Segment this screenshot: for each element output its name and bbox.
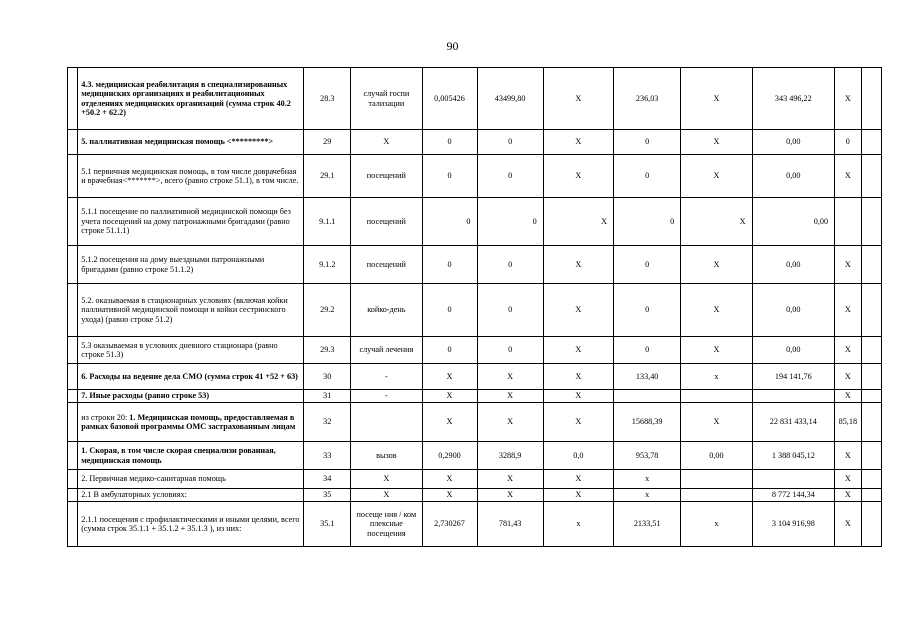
cell-c3: X bbox=[543, 364, 613, 390]
cell-c4: 0 bbox=[614, 130, 681, 155]
cell-c2: X bbox=[477, 390, 543, 403]
cell-c6: 0,00 bbox=[752, 337, 835, 364]
cell-code: 29.1 bbox=[304, 155, 351, 198]
cell-c3: X bbox=[543, 403, 613, 442]
cell-c5: x bbox=[681, 364, 752, 390]
cell-unit: X bbox=[351, 489, 422, 502]
table-row bbox=[68, 68, 882, 130]
cell-c2: X bbox=[477, 489, 543, 502]
cell-code: 28.3 bbox=[304, 68, 351, 130]
cell-c1: 0 bbox=[422, 337, 477, 364]
table-row bbox=[68, 246, 882, 284]
cell-c3: X bbox=[543, 470, 613, 489]
cell-c5: x bbox=[681, 502, 752, 547]
cell-c3: X bbox=[543, 155, 613, 198]
table-row bbox=[68, 390, 882, 403]
cell-c4: 0 bbox=[614, 337, 681, 364]
cell-unit: случай лечения bbox=[351, 337, 422, 364]
cell-c4: 0 bbox=[614, 155, 681, 198]
cell-c7: 85,18 bbox=[835, 403, 861, 442]
cell-c7: X bbox=[835, 390, 861, 403]
cell-c1: 0 bbox=[422, 155, 477, 198]
row-trailing-cell bbox=[861, 502, 881, 547]
row-margin-cell bbox=[68, 337, 78, 364]
cell-c4 bbox=[614, 390, 681, 403]
cell-c6 bbox=[752, 470, 835, 489]
cell-c3: X bbox=[543, 198, 613, 246]
cell-code: 29.2 bbox=[304, 284, 351, 337]
cell-c4: 236,03 bbox=[614, 68, 681, 130]
row-trailing-cell bbox=[861, 246, 881, 284]
row-trailing-cell bbox=[861, 403, 881, 442]
row-margin-cell bbox=[68, 470, 78, 489]
cell-c1: 0 bbox=[422, 130, 477, 155]
row-margin-cell bbox=[68, 68, 78, 130]
row-margin-cell bbox=[68, 489, 78, 502]
cell-c5: X bbox=[681, 337, 752, 364]
cell-c6: 8 772 144,34 bbox=[752, 489, 835, 502]
table-row bbox=[68, 403, 882, 442]
cell-c3: X bbox=[543, 68, 613, 130]
cell-code: 9.1.2 bbox=[304, 246, 351, 284]
cell-unit: посещений bbox=[351, 155, 422, 198]
cell-c6: 0,00 bbox=[752, 284, 835, 337]
row-trailing-cell bbox=[861, 198, 881, 246]
cell-c7: X bbox=[835, 489, 861, 502]
cell-c6: 22 831 433,14 bbox=[752, 403, 835, 442]
cell-c2: 43499,80 bbox=[477, 68, 543, 130]
cell-c4: x bbox=[614, 489, 681, 502]
cell-c2: 0 bbox=[477, 155, 543, 198]
row-description: 5.1.2 посещения на дому выездными патронажными бригадами (равно строке 51.1.2) bbox=[78, 246, 304, 284]
row-trailing-cell bbox=[861, 364, 881, 390]
cell-code: 31 bbox=[304, 390, 351, 403]
cell-c4: 953,78 bbox=[614, 442, 681, 470]
row-trailing-cell bbox=[861, 442, 881, 470]
row-trailing-cell bbox=[861, 337, 881, 364]
cell-c7: X bbox=[835, 68, 861, 130]
cell-c5 bbox=[681, 390, 752, 403]
row-trailing-cell bbox=[861, 390, 881, 403]
row-margin-cell bbox=[68, 442, 78, 470]
cell-c3: X bbox=[543, 284, 613, 337]
row-trailing-cell bbox=[861, 155, 881, 198]
cell-unit: койко-день bbox=[351, 284, 422, 337]
row-description: 2.1 В амбулаторных условиях: bbox=[78, 489, 304, 502]
cell-c5 bbox=[681, 489, 752, 502]
cell-c5: X bbox=[681, 68, 752, 130]
cell-c6: 0,00 bbox=[752, 198, 835, 246]
cell-c4: 15688,39 bbox=[614, 403, 681, 442]
cell-c1: X bbox=[422, 470, 477, 489]
row-description: 5.3 оказываемая в условиях дневного стационара (равно строке 51.3) bbox=[78, 337, 304, 364]
row-margin-cell bbox=[68, 390, 78, 403]
cell-c3: X bbox=[543, 337, 613, 364]
row-margin-cell bbox=[68, 364, 78, 390]
cell-c1: 0,2900 bbox=[422, 442, 477, 470]
cell-c7: X bbox=[835, 470, 861, 489]
cell-code: 34 bbox=[304, 470, 351, 489]
row-description-prefix: из строки 20: bbox=[81, 412, 130, 422]
table-row bbox=[68, 442, 882, 470]
cell-c1: X bbox=[422, 390, 477, 403]
cell-c7: X bbox=[835, 246, 861, 284]
row-description: 7. Иные расходы (равно строке 53) bbox=[78, 390, 304, 403]
cell-c5: X bbox=[681, 403, 752, 442]
row-trailing-cell bbox=[861, 130, 881, 155]
cell-c7 bbox=[835, 198, 861, 246]
cell-c6: 3 104 916,98 bbox=[752, 502, 835, 547]
cell-code: 35 bbox=[304, 489, 351, 502]
cell-c5: X bbox=[681, 198, 752, 246]
table-row bbox=[68, 470, 882, 489]
cell-c2: 0 bbox=[477, 198, 543, 246]
cell-c4: 0 bbox=[614, 284, 681, 337]
table-row bbox=[68, 489, 882, 502]
cell-c2: X bbox=[477, 403, 543, 442]
cell-c5: X bbox=[681, 155, 752, 198]
row-description: 5.2. оказываемая в стационарных условиях (включая койки паллиативной медицинской помощи и койки сестринского ухода) (равно строке 51.2) bbox=[78, 284, 304, 337]
row-margin-cell bbox=[68, 502, 78, 547]
cell-c1: X bbox=[422, 489, 477, 502]
cell-c6: 0,00 bbox=[752, 155, 835, 198]
row-description: 1. Скорая, в том числе скорая специализи рованная, медицинская помощь bbox=[78, 442, 304, 470]
cell-c1: 0 bbox=[422, 198, 477, 246]
cell-c7: X bbox=[835, 502, 861, 547]
table-row bbox=[68, 364, 882, 390]
cell-c1: X bbox=[422, 403, 477, 442]
cell-c6: 343 496,22 bbox=[752, 68, 835, 130]
cell-c2: 0 bbox=[477, 246, 543, 284]
cell-c2: 0 bbox=[477, 337, 543, 364]
cell-code: 35.1 bbox=[304, 502, 351, 547]
cell-code: 29.3 bbox=[304, 337, 351, 364]
table-row bbox=[68, 130, 882, 155]
row-trailing-cell bbox=[861, 68, 881, 130]
row-description: 6. Расходы на ведение дела СМО (сумма строк 41 +52 + 63) bbox=[78, 364, 304, 390]
cell-code: 29 bbox=[304, 130, 351, 155]
cell-c6: 194 141,76 bbox=[752, 364, 835, 390]
cell-c3: X bbox=[543, 489, 613, 502]
row-margin-cell bbox=[68, 246, 78, 284]
cell-unit bbox=[351, 403, 422, 442]
row-description: 4.3. медицинская реабилитация в специализированных медицинских организациях и реабилитационных отделениях медицинских организаций (сумма строк 40.2 +50.2 + 62.2) bbox=[78, 68, 304, 130]
cell-unit: случай госпи тализации bbox=[351, 68, 422, 130]
cell-c7: X bbox=[835, 364, 861, 390]
cell-code: 33 bbox=[304, 442, 351, 470]
data-table bbox=[67, 67, 882, 547]
row-description: 2.1.1 посещения с профилактическими и иными целями, всего (сумма строк 35.1.1 + 35.1.2 + 35.1.3 ), из них: bbox=[78, 502, 304, 547]
table-row bbox=[68, 284, 882, 337]
row-trailing-cell bbox=[861, 489, 881, 502]
cell-c3: X bbox=[543, 390, 613, 403]
cell-c1: 2,730267 bbox=[422, 502, 477, 547]
cell-c6 bbox=[752, 390, 835, 403]
cell-c7: X bbox=[835, 337, 861, 364]
cell-unit: вызов bbox=[351, 442, 422, 470]
cell-c4: 0 bbox=[614, 246, 681, 284]
page-number: 90 bbox=[446, 39, 459, 53]
cell-c5: X bbox=[681, 130, 752, 155]
row-margin-cell bbox=[68, 130, 78, 155]
cell-c4: 133,40 bbox=[614, 364, 681, 390]
cell-c7: X bbox=[835, 442, 861, 470]
row-margin-cell bbox=[68, 198, 78, 246]
cell-c3: x bbox=[543, 502, 613, 547]
cell-unit: посещений bbox=[351, 198, 422, 246]
cell-c1: X bbox=[422, 364, 477, 390]
row-margin-cell bbox=[68, 155, 78, 198]
cell-c5: X bbox=[681, 284, 752, 337]
cell-unit: X bbox=[351, 130, 422, 155]
cell-c6: 1 388 045,12 bbox=[752, 442, 835, 470]
table-row bbox=[68, 502, 882, 547]
row-description: 5.1 первичная медицинская помощь, в том числе доврачебная и врачебная<*******>, всего (равно строке 51.1), в том числе. bbox=[78, 155, 304, 198]
cell-c3: 0,0 bbox=[543, 442, 613, 470]
cell-c2: 0 bbox=[477, 284, 543, 337]
row-margin-cell bbox=[68, 403, 78, 442]
cell-c2: 3288,9 bbox=[477, 442, 543, 470]
cell-c1: 0 bbox=[422, 284, 477, 337]
cell-c3: X bbox=[543, 246, 613, 284]
cell-c5: X bbox=[681, 246, 752, 284]
cell-c7: X bbox=[835, 284, 861, 337]
cell-c5 bbox=[681, 470, 752, 489]
cell-c4: 2133,51 bbox=[614, 502, 681, 547]
cell-unit: - bbox=[351, 364, 422, 390]
cell-code: 30 bbox=[304, 364, 351, 390]
cell-code: 32 bbox=[304, 403, 351, 442]
cell-c6: 0,00 bbox=[752, 130, 835, 155]
row-description: 5.1.1 посещение по паллиативной медицинской помощи без учета посещений на дому патронажными бригадами (равно строке 51.1.1) bbox=[78, 198, 304, 246]
row-trailing-cell bbox=[861, 470, 881, 489]
cell-c1: 0 bbox=[422, 246, 477, 284]
cell-c2: 0 bbox=[477, 130, 543, 155]
cell-c5: 0,00 bbox=[681, 442, 752, 470]
row-description bbox=[78, 403, 304, 442]
cell-c3: X bbox=[543, 130, 613, 155]
cell-c2: 781,43 bbox=[477, 502, 543, 547]
cell-c4: x bbox=[614, 470, 681, 489]
cell-code: 9.1.1 bbox=[304, 198, 351, 246]
row-trailing-cell bbox=[861, 284, 881, 337]
cell-unit: посеще ния / ком плексные посещения bbox=[351, 502, 422, 547]
row-description: 2. Первичная медико-санитарная помощь bbox=[78, 470, 304, 489]
cell-c4: 0 bbox=[614, 198, 681, 246]
cell-c7: X bbox=[835, 155, 861, 198]
row-margin-cell bbox=[68, 284, 78, 337]
cell-unit: посещений bbox=[351, 246, 422, 284]
table-row bbox=[68, 155, 882, 198]
row-description-main: 1. Медицинская помощь, предоставляемая в рамках базовой программы ОМС застрахованным лицам bbox=[81, 412, 296, 431]
cell-c6: 0,00 bbox=[752, 246, 835, 284]
table-row bbox=[68, 198, 882, 246]
table-row bbox=[68, 337, 882, 364]
cell-unit: - bbox=[351, 390, 422, 403]
cell-c1: 0,005426 bbox=[422, 68, 477, 130]
cell-unit: X bbox=[351, 470, 422, 489]
cell-c7: 0 bbox=[835, 130, 861, 155]
cell-c2: X bbox=[477, 364, 543, 390]
row-description: 5. паллиативная медицинская помощь <*********> bbox=[78, 130, 304, 155]
cell-c2: X bbox=[477, 470, 543, 489]
